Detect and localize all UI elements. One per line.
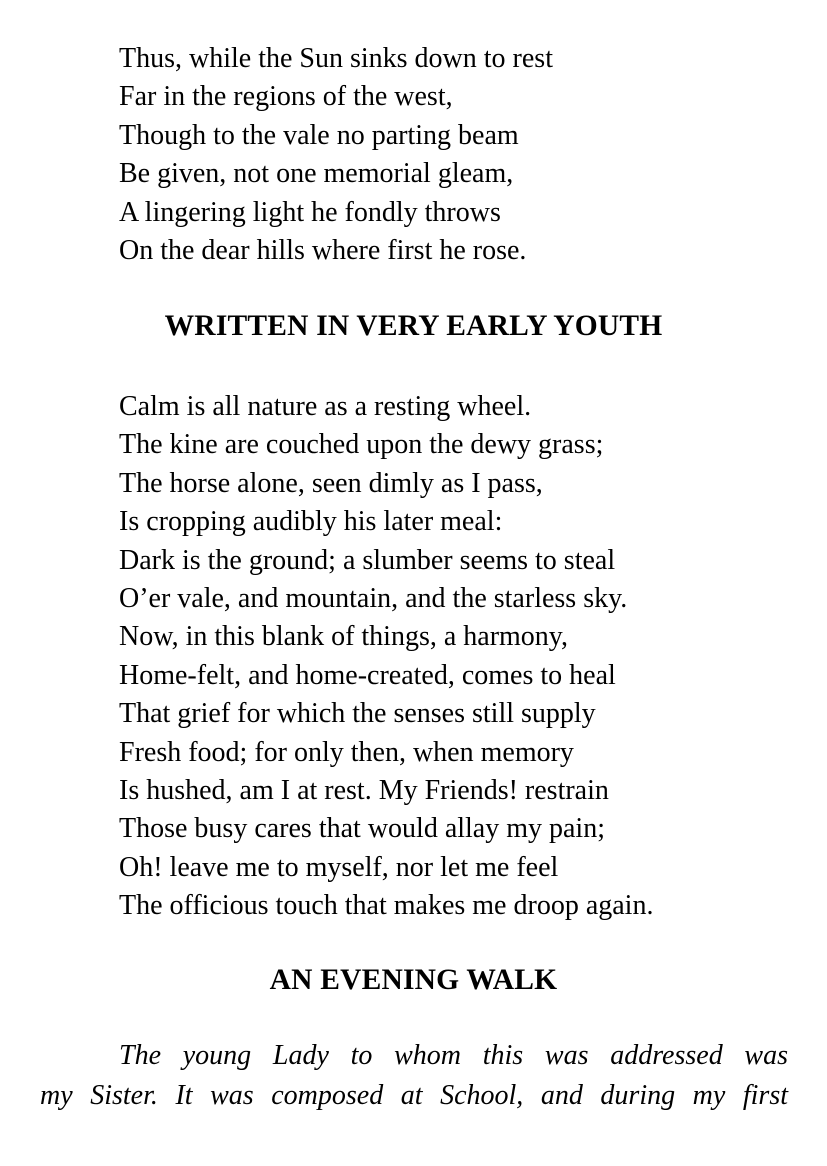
poem-line: Oh! leave me to myself, nor let me feel (119, 851, 559, 883)
poem-stanza (119, 40, 553, 270)
poem-line: Calm is all nature as a resting wheel. (119, 391, 532, 422)
poem-line: Now, in this blank of things, a harmony, (119, 621, 568, 653)
poem-line: Those busy cares that would allay my pain; (119, 813, 605, 845)
poem-line: Thus, while the Sun sinks down to rest (119, 43, 553, 74)
poem-line: The officious touch that makes me droop again. (119, 890, 654, 922)
note-line: The young Lady to whom this was addressed was (119, 1040, 788, 1071)
poem-line: That grief for which the senses still supply (119, 698, 596, 730)
poem-line: A lingering light he fondly throws (119, 196, 501, 228)
poem-line: Is hushed, am I at rest. My Friends! restrain (119, 775, 609, 807)
poem-line: On the dear hills where first he rose. (119, 235, 527, 267)
poem-line: Though to the vale no parting beam (119, 119, 519, 151)
poem-line: O’er vale, and mountain, and the starless sky. (119, 583, 628, 615)
poem-title: AN EVENING WALK (269, 964, 558, 996)
poem-title: WRITTEN IN VERY EARLY YOUTH (164, 310, 663, 342)
poem-line: Far in the regions of the west, (119, 81, 453, 113)
poem-line: Be given, not one memorial gleam, (119, 158, 514, 190)
poem-line: Dark is the ground; a slumber seems to steal (119, 544, 616, 576)
poem-line: Is cropping audibly his later meal: (119, 506, 503, 538)
poem-line: Home-felt, and home-created, comes to heal (119, 659, 616, 691)
poem-line: The horse alone, seen dimly as I pass, (119, 467, 543, 499)
poem-line: The kine are couched upon the dewy grass; (119, 429, 604, 461)
poem-line: Fresh food; for only then, when memory (119, 736, 574, 768)
prefatory-note (40, 1036, 788, 1116)
poem-body (119, 388, 653, 926)
note-line: my Sister. It was composed at School, and during my first (40, 1080, 788, 1111)
